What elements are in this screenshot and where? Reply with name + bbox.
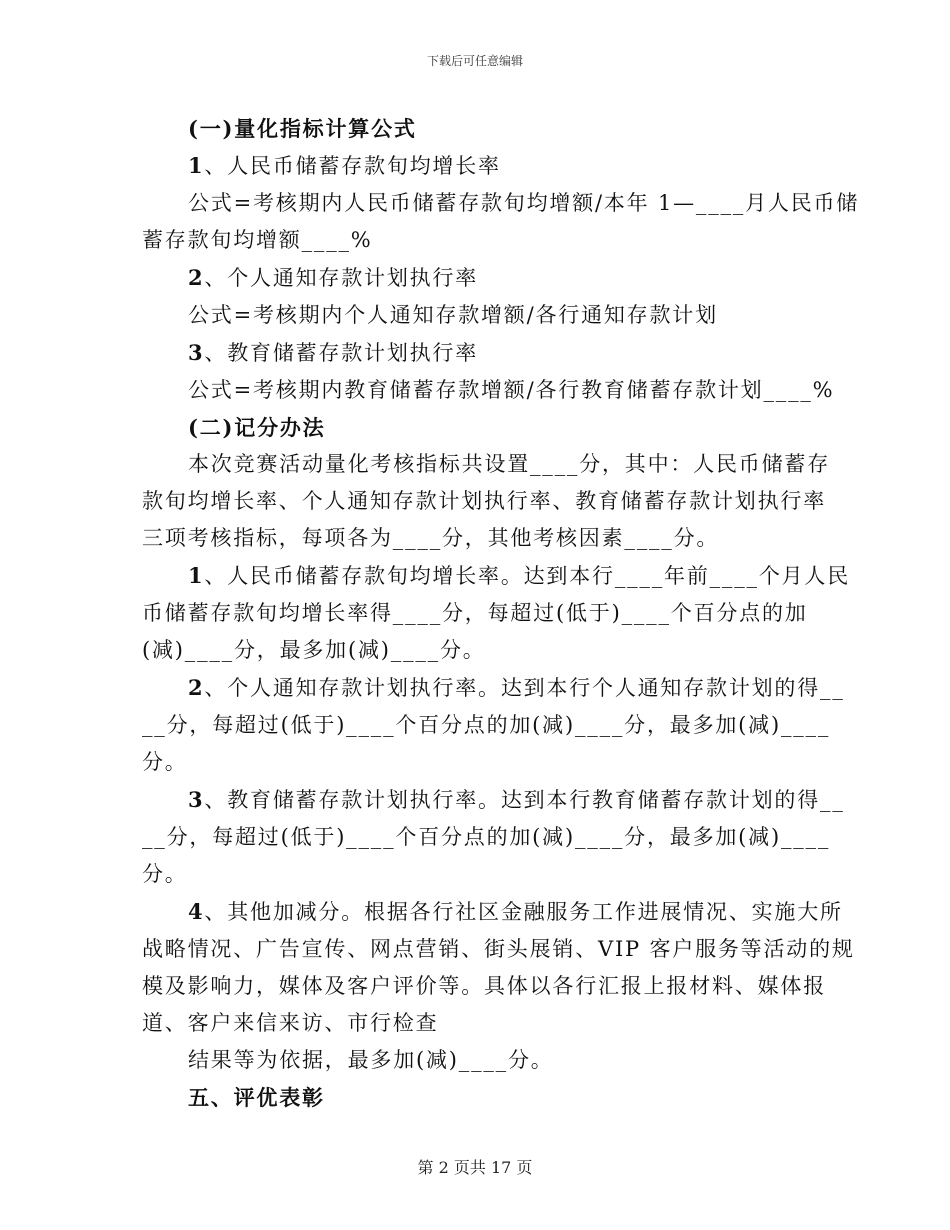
line-text: 战略情况、广告宣传、网点营销、街头展销、VIP 客户服务等活动的规 <box>142 937 855 961</box>
line-text: 道、客户来信来访、市行检查 <box>142 1011 439 1035</box>
line-text: 款旬均增长率、个人通知存款计划执行率、教育储蓄存款计划执行率 <box>142 489 826 513</box>
paragraph-line <box>142 1042 810 1079</box>
item-number: 2 <box>188 265 205 290</box>
item-number: 4 <box>188 899 205 924</box>
line-text: (二)记分办法 <box>188 415 326 440</box>
line-text: 本次竞赛活动量化考核指标共设置____分，其中：人民币储蓄存 <box>188 452 830 476</box>
paragraph-line <box>142 185 860 222</box>
line-text: 、人民币储蓄存款旬均增长率。达到本行____年前____个月人民 <box>204 564 851 588</box>
line-text: 公式=考核期内个人通知存款增额/各行通知存款计划 <box>188 303 718 327</box>
line-text: 、个人通知存款计划执行率。达到本行个人通知存款计划的得__ <box>204 676 845 700</box>
paragraph-line <box>142 632 810 669</box>
item-number: 3 <box>188 340 205 365</box>
item-number: 1 <box>188 153 205 178</box>
paragraph-line <box>142 669 845 707</box>
line-text: 公式=考核期内人民币储蓄存款旬均增额/本年 1—____月人民币储 <box>188 191 860 215</box>
page-footer: 第 2 页共 17 页 <box>417 1158 533 1177</box>
paragraph-line <box>142 931 855 968</box>
line-text: (一)量化指标计算公式 <box>188 116 417 141</box>
paragraph-line <box>142 446 830 483</box>
paragraph-line <box>142 893 843 931</box>
item-number: 2 <box>188 675 205 700</box>
paragraph-line <box>142 856 810 893</box>
line-text: 分。 <box>142 750 188 774</box>
paragraph-line <box>142 819 831 856</box>
paragraph-line <box>142 557 851 595</box>
line-text: (减)____分，最多加(减)____分。 <box>142 638 486 662</box>
document-body <box>142 110 860 1116</box>
line-text: 蓄存款旬均增额____% <box>142 228 373 252</box>
paragraph-line <box>142 147 810 185</box>
paragraph-line <box>142 297 810 334</box>
line-text: 公式=考核期内教育储蓄存款增额/各行教育储蓄存款计划____% <box>188 378 835 402</box>
paragraph-line <box>142 707 831 744</box>
line-text: 、人民币储蓄存款旬均增长率 <box>204 154 501 178</box>
paragraph-line <box>142 520 810 557</box>
line-text: 、教育储蓄存款计划执行率 <box>204 341 479 365</box>
item-number: 3 <box>188 787 205 812</box>
line-text: 五、评优表彰 <box>188 1085 325 1110</box>
paragraph-line <box>142 259 810 297</box>
line-text: 币储蓄存款旬均增长率得____分，每超过(低于)____个百分点的加 <box>142 601 808 625</box>
line-text: 三项考核指标，每项各为____分，其他考核因素____分。 <box>142 526 720 550</box>
paragraph-line <box>142 222 810 259</box>
line-text: 、其他加减分。根据各行社区金融服务工作进展情况、实施大所 <box>204 900 843 924</box>
paragraph-line <box>142 968 826 1005</box>
line-text: 结果等为依据，最多加(减)____分。 <box>188 1048 554 1072</box>
paragraph-line <box>142 744 810 781</box>
paragraph-line <box>142 483 826 520</box>
line-text: __分，每超过(低于)____个百分点的加(减)____分，最多加(减)____ <box>142 713 831 737</box>
line-text: 分。 <box>142 862 188 886</box>
paragraph-line <box>142 334 810 372</box>
paragraph-line <box>142 1005 810 1042</box>
section-heading <box>142 110 810 147</box>
section-heading <box>142 1079 810 1116</box>
line-text: 、个人通知存款计划执行率 <box>204 266 479 290</box>
paragraph-line <box>142 781 845 819</box>
item-number: 1 <box>188 563 205 588</box>
paragraph-line <box>142 372 835 409</box>
page-header: 下载后可任意编辑 <box>426 54 523 68</box>
paragraph-line <box>142 595 810 632</box>
line-text: 模及影响力，媒体及客户评价等。具体以各行汇报上报材料、媒体报 <box>142 974 826 998</box>
section-heading <box>142 409 810 446</box>
line-text: __分，每超过(低于)____个百分点的加(减)____分，最多加(减)____ <box>142 825 831 849</box>
line-text: 、教育储蓄存款计划执行率。达到本行教育储蓄存款计划的得__ <box>204 788 845 812</box>
